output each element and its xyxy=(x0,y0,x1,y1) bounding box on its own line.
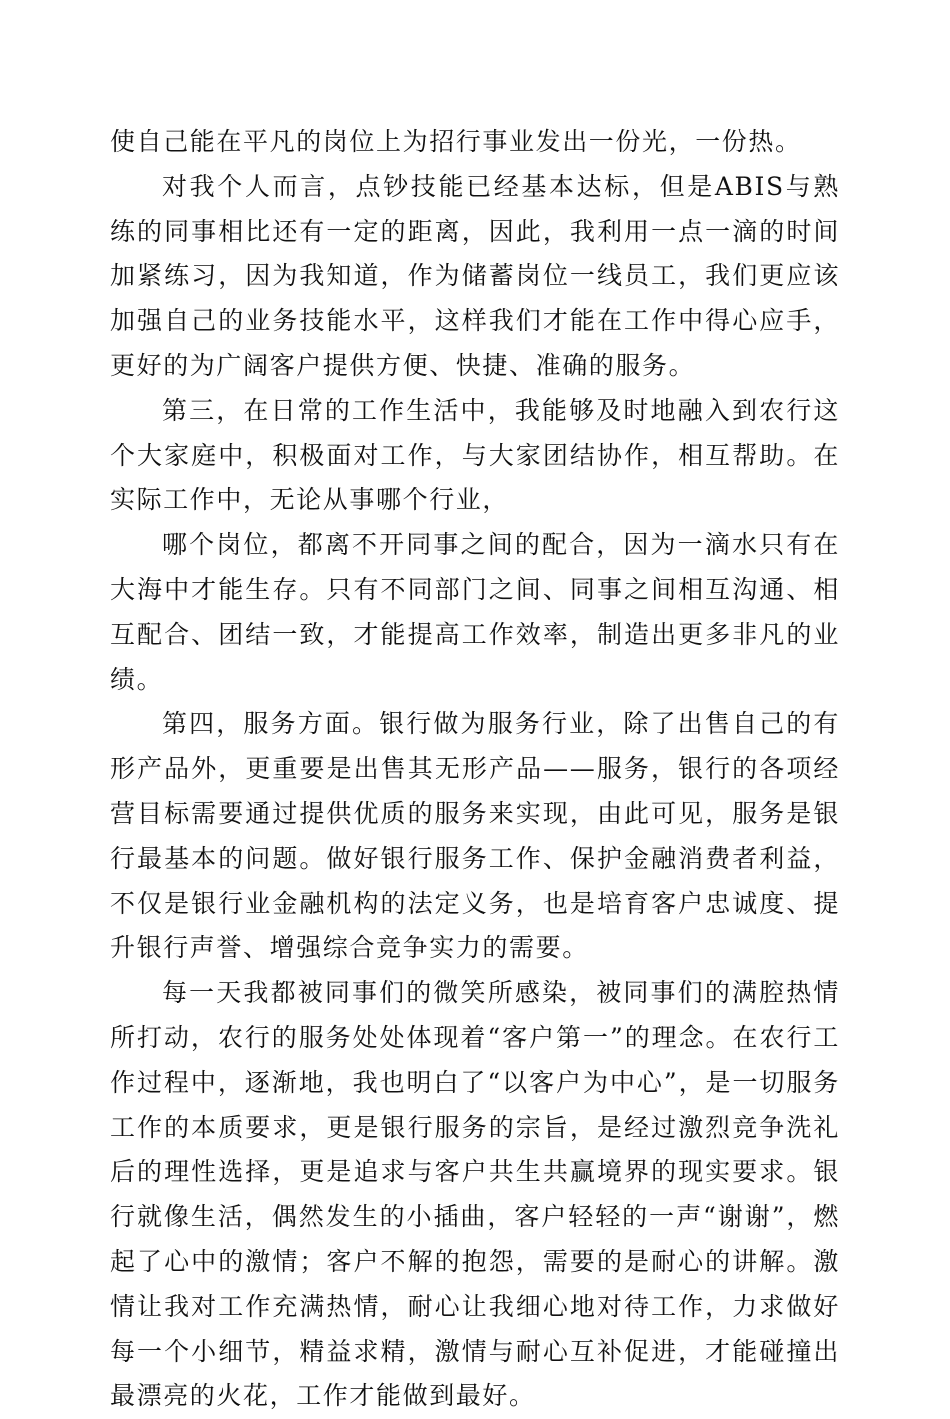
paragraph-service-philosophy: 每一天我都被同事们的微笑所感染，被同事们的满腔热情所打动，农行的服务处处体现着“客户第一”的理念。在农行工作过程中，逐渐地，我也明白了“以客户为中心”，是一切服务工作的本质要求，更是银行服务的宗旨，是经过激烈竞争洗礼后的理性选择，更是追求与客户共生共赢境界的现实要求。银行就像生活，偶然发生的小插曲，客户轻轻的一声“谢谢”，燃起了心中的激情；客户不解的抱怨，需要的是耐心的讲解。激情让我对工作充满热情，耐心让我细心地对待工作，力求做好每一个小细节，精益求精，激情与耐心互补促进，才能碰撞出最漂亮的火花，工作才能做到最好。 xyxy=(110,978,840,1411)
paragraph-third-point: 第三，在日常的工作生活中，我能够及时地融入到农行这个大家庭中，积极面对工作，与大家团结协作，相互帮助。在实际工作中，无论从事哪个行业， xyxy=(110,395,840,515)
paragraph-skills: 对我个人而言，点钞技能已经基本达标，但是ABIS与熟练的同事相比还有一定的距离，因此，我利用一点一滴的时间加紧练习，因为我知道，作为储蓄岗位一线员工，我们更应该加强自己的业务技能水平，这样我们才能在工作中得心应手，更好的为广阔客户提供方便、快捷、准确的服务。 xyxy=(110,171,840,380)
document-body xyxy=(110,120,840,1419)
paragraph-cooperation: 哪个岗位，都离不开同事之间的配合，因为一滴水只有在大海中才能生存。只有不同部门之间、同事之间相互沟通、相互配合、团结一致，才能提高工作效率，制造出更多非凡的业绩。 xyxy=(110,530,840,694)
paragraph-continuation: 使自己能在平凡的岗位上为招行事业发出一份光，一份热。 xyxy=(110,127,802,156)
paragraph-fourth-point: 第四，服务方面。银行做为服务行业，除了出售自己的有形产品外，更重要是出售其无形产品——服务，银行的各项经营目标需要通过提供优质的服务来实现，由此可见，服务是银行最基本的问题。做好银行服务工作、保护金融消费者利益，不仅是银行业金融机构的法定义务，也是培育客户忠诚度、提升银行声誉、增强综合竞争实力的需要。 xyxy=(110,709,840,963)
